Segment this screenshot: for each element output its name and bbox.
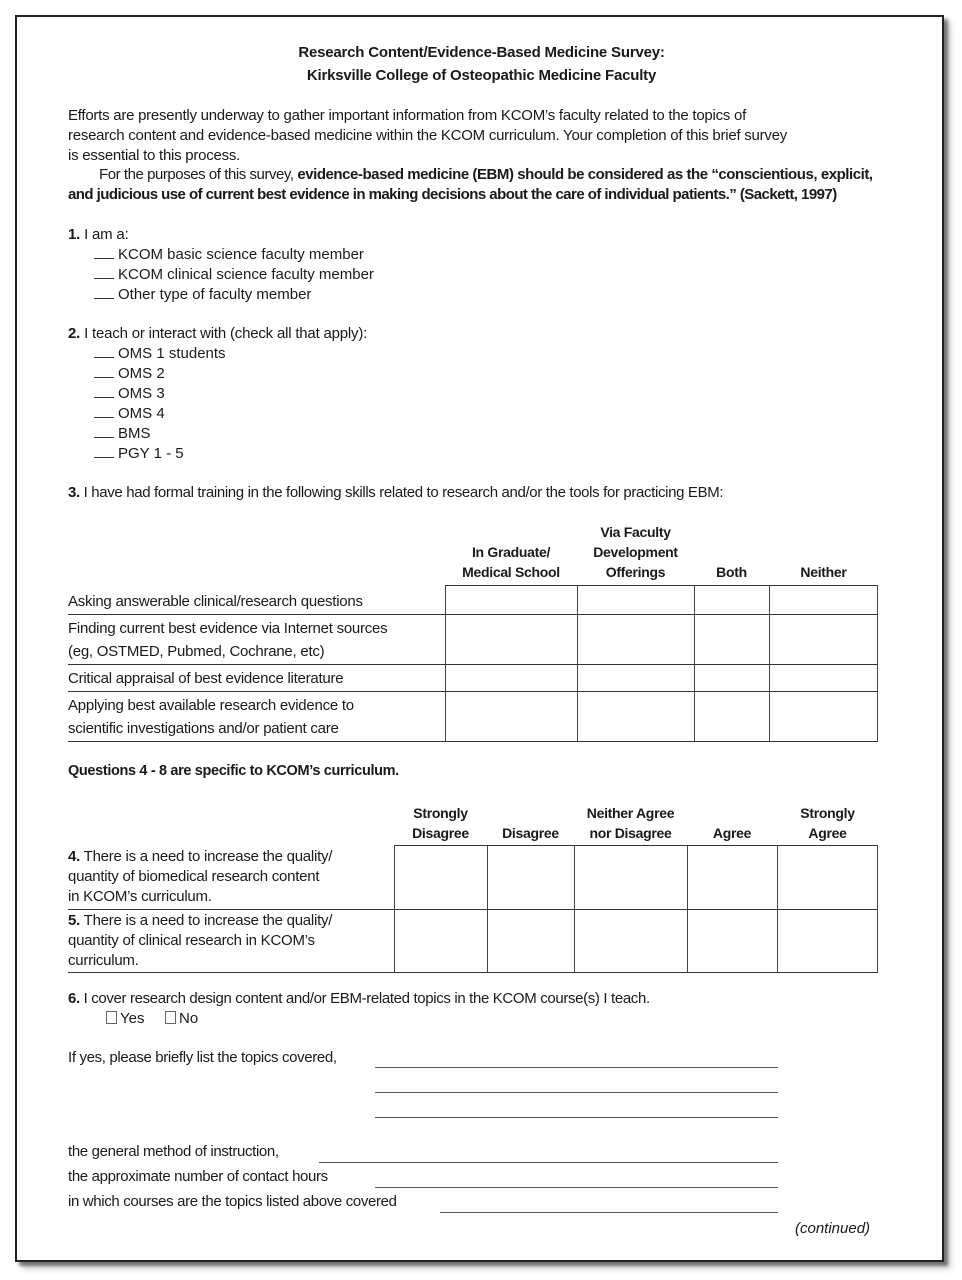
courses-input-line[interactable] xyxy=(440,1212,778,1213)
header-line: Both xyxy=(716,564,747,580)
answer-blank[interactable] xyxy=(94,385,114,398)
question-5 xyxy=(68,911,332,971)
no-checkbox[interactable] xyxy=(165,1011,176,1024)
answer-blank[interactable] xyxy=(94,286,114,299)
header-line: Agree xyxy=(808,825,847,841)
q4-disagree-cell[interactable] xyxy=(488,846,574,909)
answer-blank[interactable] xyxy=(94,405,114,418)
answer-blank[interactable] xyxy=(94,445,114,458)
q5-strongly-agree-cell[interactable] xyxy=(778,910,877,972)
question-number: 2. xyxy=(68,325,81,342)
q3-row2-both-cell[interactable] xyxy=(695,615,769,664)
row-label-line: scientific investigations and/or patient care xyxy=(68,720,339,737)
q3-col-both xyxy=(694,522,769,582)
option-label: OMS 4 xyxy=(118,405,165,422)
q5-neither-cell[interactable] xyxy=(575,910,687,972)
option-label: KCOM basic science faculty member xyxy=(118,246,364,263)
header-line: Via Faculty xyxy=(600,524,671,540)
question-number: 6. xyxy=(68,990,80,1007)
question-text: in KCOM’s curriculum. xyxy=(68,888,212,905)
q6-no-option[interactable] xyxy=(165,1010,198,1027)
q5-disagree-cell[interactable] xyxy=(488,910,574,972)
q3-row4-faculty-cell[interactable] xyxy=(578,692,694,741)
q3-row-critical-appraisal xyxy=(68,667,343,690)
ebm-definition-line-1 xyxy=(99,166,873,183)
q3-col-graduate-school xyxy=(445,522,577,582)
question-4 xyxy=(68,847,332,907)
q3-row4-graduate-cell[interactable] xyxy=(446,692,577,741)
option-label: KCOM clinical science faculty member xyxy=(118,266,374,283)
table-border xyxy=(68,741,878,742)
courses-label: in which courses are the topics listed above covered xyxy=(68,1193,397,1210)
continued-note: (continued) xyxy=(795,1220,871,1237)
q3-row3-both-cell[interactable] xyxy=(695,665,769,691)
header-line: In Graduate/ xyxy=(471,544,551,560)
hours-input-line[interactable] xyxy=(375,1187,778,1188)
survey-title-line1: Research Content/Evidence-Based Medicine Survey: xyxy=(298,44,665,61)
q2-option-oms3[interactable] xyxy=(94,385,165,402)
header-line: Neither Agree xyxy=(586,805,675,821)
header-line: Neither xyxy=(800,564,847,580)
q5-strongly-disagree-cell[interactable] xyxy=(395,910,487,972)
q1-option-basic-science[interactable] xyxy=(94,246,364,263)
ebm-definition-intro: For the purposes of this survey, xyxy=(99,166,298,183)
q2-option-bms[interactable] xyxy=(94,425,151,442)
q1-option-clinical-science[interactable] xyxy=(94,266,374,283)
answer-blank[interactable] xyxy=(94,266,114,279)
q3-row3-faculty-cell[interactable] xyxy=(578,665,694,691)
question-text: curriculum. xyxy=(68,952,139,969)
header-line xyxy=(694,542,769,562)
q2-option-oms4[interactable] xyxy=(94,405,165,422)
q3-row-applying-evidence xyxy=(68,694,354,740)
question-number: 3. xyxy=(68,484,80,501)
header-line: nor Disagree xyxy=(589,825,672,841)
q4-strongly-agree-cell[interactable] xyxy=(778,846,877,909)
header-line: Strongly xyxy=(800,805,855,821)
question-1 xyxy=(68,226,129,243)
topics-input-line-3[interactable] xyxy=(375,1117,778,1118)
option-label: OMS 1 students xyxy=(118,345,226,362)
likert-col-disagree xyxy=(487,803,574,843)
ebm-definition-bold: evidence-based medicine (EBM) should be considered as the “conscientious, explicit, xyxy=(297,166,873,183)
question-number: 5. xyxy=(68,912,81,929)
header-line xyxy=(687,803,777,823)
question-2 xyxy=(68,325,367,342)
q3-col-faculty-development xyxy=(577,522,694,582)
likert-col-neither xyxy=(574,803,687,843)
q2-option-oms2[interactable] xyxy=(94,365,165,382)
intro-line-3: is essential to this process. xyxy=(68,147,240,164)
q3-row3-neither-cell[interactable] xyxy=(770,665,877,691)
header-line: Agree xyxy=(712,825,752,841)
q4-strongly-disagree-cell[interactable] xyxy=(395,846,487,909)
q4-agree-cell[interactable] xyxy=(688,846,777,909)
question-text: I have had formal training in the following skills related to research and/or the tools for practicing EBM: xyxy=(79,484,724,501)
header-line: Disagree xyxy=(502,825,559,841)
answer-blank[interactable] xyxy=(94,345,114,358)
q2-option-oms1[interactable] xyxy=(94,345,226,362)
question-text: I teach or interact with (check all that apply): xyxy=(80,325,368,342)
option-label: BMS xyxy=(118,425,151,442)
q3-row1-faculty-cell[interactable] xyxy=(578,586,694,614)
ebm-definition-line-2: and judicious use of current best evidence in making decisions about the care of individual patients.” (Sackett, 1997) xyxy=(68,186,837,203)
topics-label: If yes, please briefly list the topics covered, xyxy=(68,1049,337,1066)
q3-row2-neither-cell[interactable] xyxy=(770,615,877,664)
answer-blank[interactable] xyxy=(94,365,114,378)
row-label-line: (eg, OSTMED, Pubmed, Cochrane, etc) xyxy=(68,643,325,660)
q2-option-pgy[interactable] xyxy=(94,445,184,462)
q3-row1-both-cell[interactable] xyxy=(695,586,769,614)
likert-col-strongly-disagree xyxy=(394,803,487,843)
topics-input-line-1[interactable] xyxy=(375,1067,778,1068)
method-input-line[interactable] xyxy=(319,1162,778,1163)
option-label: Other type of faculty member xyxy=(118,286,312,303)
header-line xyxy=(769,522,878,542)
question-number: 1. xyxy=(68,226,81,243)
intro-line-1: Efforts are presently underway to gather important information from KCOM’s faculty related to the topics of xyxy=(68,107,747,124)
q3-row2-graduate-cell[interactable] xyxy=(446,615,577,664)
q3-row4-both-cell[interactable] xyxy=(695,692,769,741)
header-line: Offerings xyxy=(605,564,666,580)
q1-option-other[interactable] xyxy=(94,286,311,303)
no-label: No xyxy=(179,1010,199,1027)
question-6 xyxy=(68,990,650,1007)
q5-agree-cell[interactable] xyxy=(688,910,777,972)
q3-row1-graduate-cell[interactable] xyxy=(446,586,577,614)
yes-label: Yes xyxy=(120,1010,145,1027)
table-border xyxy=(68,972,878,973)
header-line: Disagree xyxy=(412,825,469,841)
header-line xyxy=(445,522,577,542)
topics-input-line-2[interactable] xyxy=(375,1092,778,1093)
q3-row2-faculty-cell[interactable] xyxy=(578,615,694,664)
question-text: I cover research design content and/or EBM-related topics in the KCOM course(s) I teach. xyxy=(79,990,650,1007)
table-border xyxy=(877,845,878,973)
header-line xyxy=(769,542,878,562)
survey-page xyxy=(15,15,944,1262)
question-text: There is a need to increase the quality/ xyxy=(80,848,333,865)
survey-title-line2: Kirksville College of Osteopathic Medicine Faculty xyxy=(306,67,657,84)
q3-row1-neither-cell[interactable] xyxy=(770,586,877,614)
section-note: Questions 4 - 8 are specific to KCOM’s curriculum. xyxy=(68,763,399,779)
question-3 xyxy=(68,484,723,501)
row-label-line: Applying best available research evidence to xyxy=(68,697,354,714)
method-label: the general method of instruction, xyxy=(68,1143,279,1160)
header-line: Strongly xyxy=(413,805,468,821)
question-text: quantity of biomedical research content xyxy=(68,868,320,885)
header-line xyxy=(694,522,769,542)
hours-label: the approximate number of contact hours xyxy=(68,1168,328,1185)
header-line xyxy=(487,803,574,823)
intro-line-2: research content and evidence-based medicine within the KCOM curriculum. Your completion of this brief survey xyxy=(68,127,787,144)
question-number: 4. xyxy=(68,848,81,865)
answer-blank[interactable] xyxy=(94,246,114,259)
option-label: OMS 2 xyxy=(118,365,165,382)
question-text: quantity of clinical research in KCOM’s xyxy=(68,932,315,949)
table-border xyxy=(877,585,878,742)
header-line: Medical School xyxy=(462,564,560,580)
q6-yes-option[interactable] xyxy=(106,1010,144,1027)
row-label-line: Finding current best evidence via Internet sources xyxy=(68,620,388,637)
header-line: Development xyxy=(593,544,678,560)
q3-row3-graduate-cell[interactable] xyxy=(446,665,577,691)
q3-col-neither xyxy=(769,522,878,582)
yes-checkbox[interactable] xyxy=(106,1011,117,1024)
row-label-line: Asking answerable clinical/research questions xyxy=(68,593,363,610)
likert-col-strongly-agree xyxy=(777,803,878,843)
q3-row-finding-evidence xyxy=(68,617,387,663)
answer-blank[interactable] xyxy=(94,425,114,438)
likert-col-agree xyxy=(687,803,777,843)
question-text: There is a need to increase the quality/ xyxy=(80,912,333,929)
row-label-line: Critical appraisal of best evidence literature xyxy=(68,670,344,687)
q3-row-asking-questions xyxy=(68,590,363,613)
option-label: PGY 1 - 5 xyxy=(118,445,184,462)
option-label: OMS 3 xyxy=(118,385,165,402)
q4-neither-cell[interactable] xyxy=(575,846,687,909)
question-text: I am a: xyxy=(80,226,129,243)
q3-row4-neither-cell[interactable] xyxy=(770,692,877,741)
